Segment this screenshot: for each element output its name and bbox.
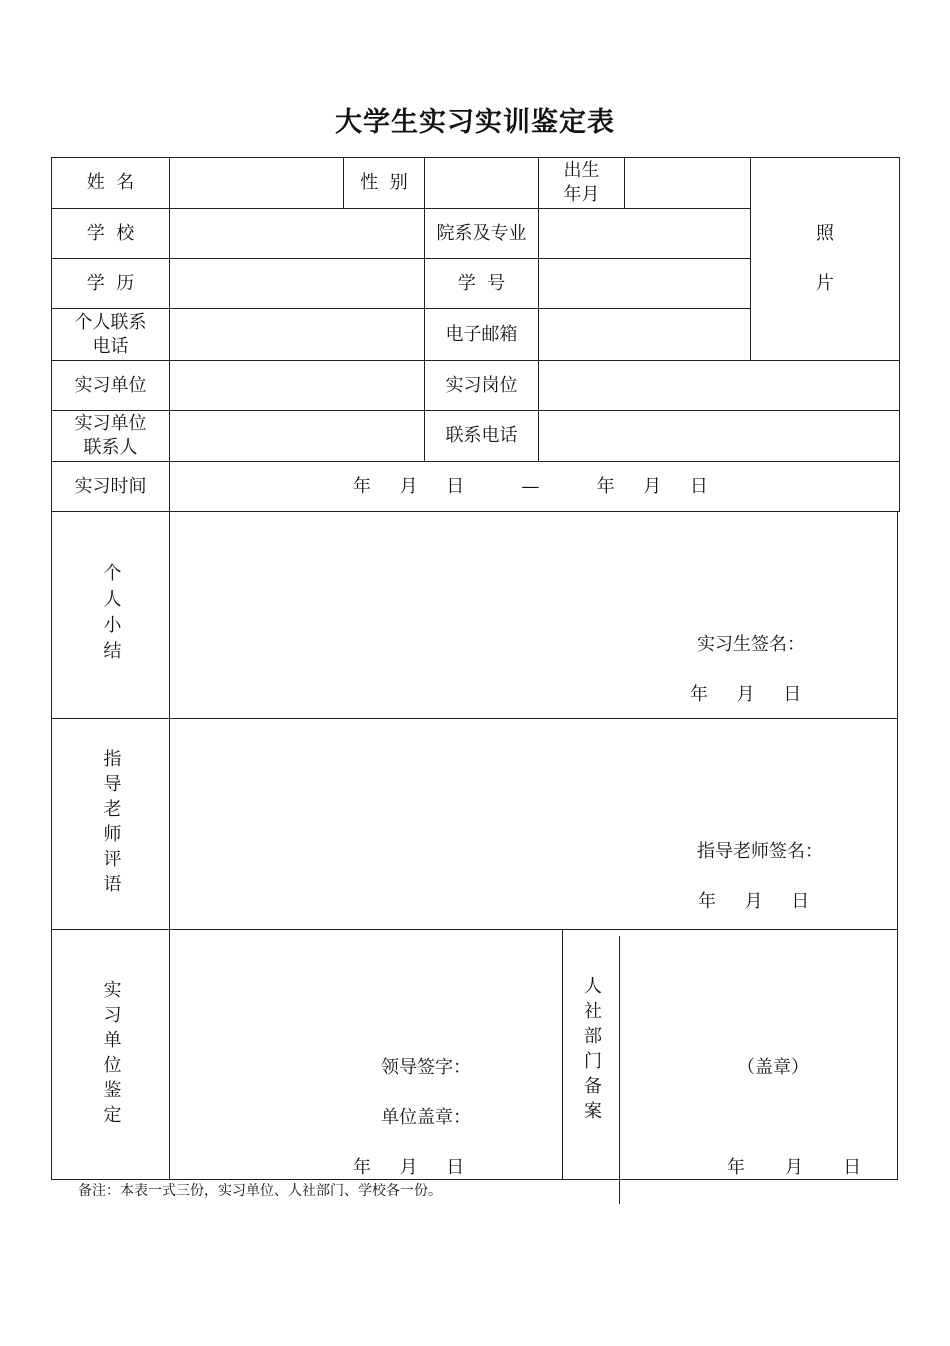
leader-signature-label: 领导签字： <box>381 1057 471 1078</box>
advisor-signature-label: 指导老师签名： <box>697 841 823 862</box>
school-field[interactable] <box>170 209 424 258</box>
department-label: 院系及专业 <box>436 222 527 244</box>
email-label: 电子邮箱 <box>445 323 518 345</box>
table-border-right <box>897 511 898 1180</box>
phone-label-line1: 个人联系 <box>74 311 147 333</box>
gender-field[interactable] <box>425 158 538 208</box>
form-title: 大学生实习实训鉴定表 <box>335 107 615 138</box>
unit-seal-label: 单位盖章： <box>381 1107 471 1128</box>
company-contact-field[interactable] <box>170 411 424 461</box>
department-field[interactable] <box>539 209 750 258</box>
company-review-date: 年 月 日 <box>353 1157 465 1178</box>
birth-label-line2: 年月 <box>563 184 600 205</box>
photo-label-line1: 照 <box>816 223 834 244</box>
position-field[interactable] <box>539 361 899 410</box>
student-id-label: 学 号 <box>457 272 506 294</box>
hr-record-date: 年 月 日 <box>727 1157 862 1178</box>
summary-label-text: 个人小结 <box>100 563 122 667</box>
seal-label: （盖章） <box>737 1057 809 1078</box>
birth-label-line1: 出生 <box>563 160 600 181</box>
hr-record-label <box>563 976 619 1136</box>
period-label: 实习时间 <box>74 475 147 497</box>
gender-label: 性 别 <box>360 172 408 193</box>
footnote: 备注：本表一式三份，实习单位、人社部门、学校各一份。 <box>78 1183 442 1199</box>
name-field[interactable] <box>170 158 343 208</box>
company-label: 实习单位 <box>74 374 147 396</box>
company-contact-label <box>52 411 169 461</box>
school-label: 学 校 <box>86 222 135 244</box>
company-review-field[interactable] <box>170 930 562 1179</box>
hr-record-field[interactable] <box>620 930 897 1179</box>
hr-record-label-text: 人社部门备案 <box>581 976 602 1126</box>
row-divider <box>51 461 900 462</box>
birth-date-label <box>539 158 624 208</box>
education-label: 学 历 <box>86 272 135 294</box>
birth-date-field[interactable] <box>625 158 750 208</box>
name-label: 姓 名 <box>86 172 135 193</box>
contact-label-line1: 实习单位 <box>74 413 147 434</box>
company-review-label-text: 实习单位鉴定 <box>100 979 122 1130</box>
student-id-field[interactable] <box>539 259 750 308</box>
phone-field[interactable] <box>170 309 424 360</box>
contact-label-line2: 联系人 <box>83 437 138 458</box>
education-field[interactable] <box>170 259 424 308</box>
company-field[interactable] <box>170 361 424 410</box>
contact-phone-field[interactable] <box>539 411 899 461</box>
table-border-right <box>899 157 900 511</box>
summary-date: 年 月 日 <box>690 684 802 705</box>
advisor-label <box>52 719 169 929</box>
summary-label <box>52 512 169 718</box>
advisor-date: 年 月 日 <box>698 891 810 912</box>
summary-signature-label: 实习生签名： <box>697 634 805 655</box>
phone-label-line2: 电话 <box>92 335 129 357</box>
contact-phone-label: 联系电话 <box>445 425 518 446</box>
period-field[interactable]: 年 月 日 — 年 月 日 <box>353 476 708 497</box>
position-label: 实习岗位 <box>445 374 518 396</box>
advisor-label-text: 指导老师评语 <box>100 749 122 899</box>
email-field[interactable] <box>539 309 750 360</box>
company-review-label <box>52 930 169 1179</box>
photo-label-line2: 片 <box>816 273 834 294</box>
phone-label <box>52 309 169 360</box>
photo-area[interactable] <box>751 158 899 360</box>
